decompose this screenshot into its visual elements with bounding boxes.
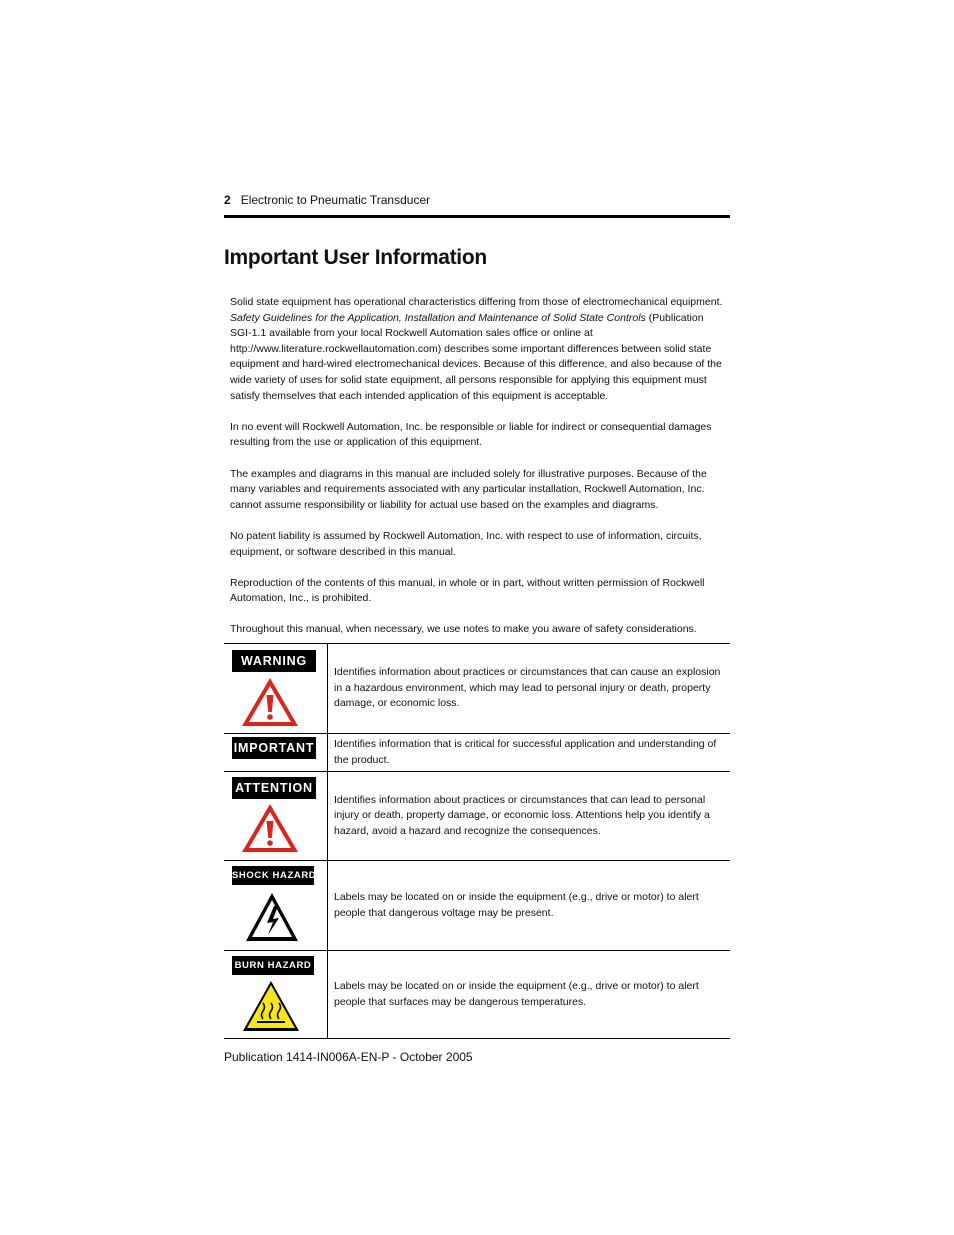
warning-label: WARNING	[232, 650, 316, 672]
warning-description: Identifies information about practices or circumstances that can cause an explosion in a hazardous environment, which may lead to personal injury or death, property damage, or economic loss.	[334, 666, 721, 710]
shock-hazard-description: Labels may be located on or inside the equipment (e.g., drive or motor) to alert people that dangerous voltage may be present.	[334, 890, 699, 919]
section-title: Important User Information	[224, 246, 487, 269]
notice-row-important	[224, 734, 730, 772]
important-label: IMPORTANT	[232, 737, 316, 759]
notice-row-burn-hazard	[224, 951, 730, 1039]
warning-triangle-icon	[240, 802, 300, 854]
notice-row-attention	[224, 772, 730, 861]
paragraph-5: Reproduction of the contents of this manual, in whole or in part, without written permission of Rockwell Automation, Inc., is prohibited.	[230, 576, 705, 605]
body-text	[230, 295, 725, 638]
burn-hazard-label: BURN HAZARD	[232, 956, 314, 975]
page-header	[224, 193, 730, 218]
paragraph-3: The examples and diagrams in this manual are included solely for illustrative purposes. Because of the many variables and requirements associated with any particular installation, Rockwell Automation, Inc. cannot assume responsibility or liability for actual use based on the examples and diagrams.	[230, 467, 707, 511]
shock-hazard-label: SHOCK HAZARD	[232, 866, 314, 885]
hot-surface-icon	[241, 979, 301, 1033]
paragraph-2: In no event will Rockwell Automation, Inc. be responsible or liable for indirect or consequential damages resulting from the use or application of this equipment.	[230, 420, 712, 449]
notice-row-shock-hazard	[224, 861, 730, 951]
publication-title: Safety Guidelines for the Application, Installation and Maintenance of Solid State Controls	[230, 311, 646, 324]
document-title: Electronic to Pneumatic Transducer	[240, 193, 431, 207]
important-description: Identifies information that is critical for successful application and understanding of the product.	[334, 737, 717, 766]
notice-row-warning	[224, 644, 730, 734]
lightning-bolt-icon	[244, 891, 300, 943]
page-footer: Publication 1414-IN006A-EN-P - October 2005	[224, 1050, 473, 1064]
paragraph-4: No patent liability is assumed by Rockwell Automation, Inc. with respect to use of information, circuits, equipment, or software described in this manual.	[230, 529, 702, 558]
attention-description: Identifies information about practices or circumstances that can lead to personal injury or death, property damage, or economic loss. Attentions help you identify a hazard, avoid a hazard and recognize the consequences.	[334, 793, 710, 837]
attention-label: ATTENTION	[232, 777, 316, 799]
safety-notices-table	[224, 643, 730, 1039]
page-number: 2	[224, 193, 231, 207]
paragraph-6: Throughout this manual, when necessary, we use notes to make you aware of safety considerations.	[230, 623, 697, 636]
paragraph-1: Solid state equipment has operational characteristics differing from those of electromechanical equipment. Safety Guidelines for the Application, Installation and Maintenance of Solid State Controls (Publication SGI-1.1 available from your local Rockwell Automation sales office or online at http://www.literature.rockwellautomation.com) describes some important differences between solid state equipment and hard-wired electromechanical devices. Because of this difference, and also because of the wide variety of uses for solid state equipment, all persons responsible for applying this equipment must satisfy themselves that each intended application of this equipment is acceptable.	[230, 296, 723, 402]
warning-triangle-icon	[240, 676, 300, 728]
burn-hazard-description: Labels may be located on or inside the equipment (e.g., drive or motor) to alert people that surfaces may be dangerous temperatures.	[334, 979, 699, 1008]
